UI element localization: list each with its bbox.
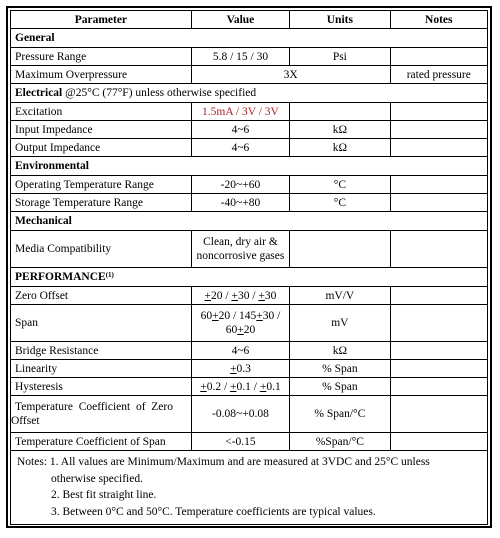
section-performance — [11, 268, 488, 287]
table-row — [11, 287, 488, 305]
param-cell: Span — [11, 305, 192, 342]
param-cell: Operating Temperature Range — [11, 176, 192, 194]
units-cell: kΩ — [290, 139, 390, 157]
value-cell: <-0.15 — [191, 433, 289, 451]
units-cell — [290, 103, 390, 121]
plus-minus: + — [231, 289, 238, 302]
note-2: 2. Best fit straight line. — [51, 489, 157, 501]
value-cell: 4~6 — [191, 342, 289, 360]
value-part: 0.1 — [266, 380, 281, 393]
param-line: Offset — [11, 415, 40, 427]
table-row — [11, 342, 488, 360]
notes-cell — [390, 305, 487, 342]
section-row — [11, 29, 488, 48]
table-row — [11, 103, 488, 121]
value-cell: 1.5mA / 3V / 3V — [191, 103, 289, 121]
table-row — [11, 433, 488, 451]
section-environmental: Environmental — [11, 157, 488, 176]
section-row — [11, 212, 488, 231]
value-part: 20 — [218, 310, 231, 322]
table-row — [11, 396, 488, 433]
value-cell: -0.08~+0.08 — [191, 396, 289, 433]
param-cell: Bridge Resistance — [11, 342, 192, 360]
value-cell: -20~+60 — [191, 176, 289, 194]
param-cell: Output Impedance — [11, 139, 192, 157]
units-cell: kΩ — [290, 121, 390, 139]
value-cell — [191, 378, 289, 396]
section-performance-title: PERFORMANCE — [15, 271, 106, 283]
value-part: 30 — [262, 310, 275, 322]
units-cell: mV — [290, 305, 390, 342]
param-cell: Storage Temperature Range — [11, 194, 192, 212]
plus-minus: + — [259, 380, 267, 393]
value-part: 0.3 — [236, 362, 251, 375]
header-row — [11, 11, 488, 29]
param-cell — [11, 396, 192, 433]
note-1-continued: otherwise specified. — [51, 472, 143, 485]
value-cell — [191, 231, 289, 268]
value-line — [196, 323, 285, 337]
notes-cell — [390, 231, 487, 268]
value-part: 30 — [264, 289, 277, 302]
units-cell: % Span/°C — [290, 396, 390, 433]
units-cell: kΩ — [290, 342, 390, 360]
units-cell: %Span/°C — [290, 433, 390, 451]
value-cell: 5.8 / 15 / 30 — [191, 48, 289, 66]
notes-cell — [390, 378, 487, 396]
value-cell — [191, 287, 289, 305]
notes-cell — [390, 287, 487, 305]
value-part: / — [274, 310, 281, 322]
header-units: Units — [290, 11, 390, 29]
units-cell — [290, 231, 390, 268]
param-cell: Media Compatibility — [11, 231, 192, 268]
notes-cell — [390, 433, 487, 451]
section-row — [11, 84, 488, 103]
plus-minus: + — [204, 289, 211, 302]
value-sep: / — [250, 380, 260, 393]
value-cell: 4~6 — [191, 121, 289, 139]
value-part: 30 — [237, 289, 250, 302]
notes-cell — [390, 139, 487, 157]
value-sep: / — [249, 289, 259, 302]
value-part: 0.1 — [236, 380, 251, 393]
value-line — [196, 309, 285, 323]
table-row — [11, 194, 488, 212]
notes-cell — [390, 194, 487, 212]
table-row — [11, 360, 488, 378]
param-line: Temperature Coefficient of Zero — [15, 401, 173, 413]
section-electrical-title: Electrical — [15, 87, 63, 99]
table-row — [11, 231, 488, 268]
units-cell: Psi — [290, 48, 390, 66]
plus-minus: + — [230, 380, 237, 393]
value-cell — [191, 305, 289, 342]
notes-cell — [390, 176, 487, 194]
plus-minus: + — [212, 310, 219, 322]
value-part: / 145 — [230, 310, 257, 322]
notes-block — [11, 451, 488, 525]
plus-minus: + — [200, 380, 207, 393]
value-cell: 3X — [191, 66, 390, 84]
header-notes: Notes — [390, 11, 487, 29]
section-row — [11, 268, 488, 287]
param-cell: Hysteresis — [11, 378, 192, 396]
param-cell: Excitation — [11, 103, 192, 121]
section-electrical — [11, 84, 488, 103]
param-cell: Zero Offset — [11, 287, 192, 305]
table-row — [11, 176, 488, 194]
value-cell — [191, 360, 289, 378]
value-sep: / — [221, 380, 231, 393]
units-cell: % Span — [290, 360, 390, 378]
value-sep: / — [222, 289, 232, 302]
value-part: 60 — [200, 310, 213, 322]
table-row — [11, 378, 488, 396]
units-cell: °C — [290, 176, 390, 194]
plus-minus: + — [256, 310, 263, 322]
units-cell: °C — [290, 194, 390, 212]
plus-minus: + — [230, 362, 237, 375]
units-cell: mV/V — [290, 287, 390, 305]
table-row — [11, 305, 488, 342]
notes-cell — [390, 360, 487, 378]
value-part: 20 — [211, 289, 223, 302]
spec-table-frame — [6, 6, 492, 528]
param-cell: Pressure Range — [11, 48, 192, 66]
note-3: 3. Between 0°C and 50°C. Temperature coefficients are typical values. — [51, 505, 376, 518]
value-line: Clean, dry air & — [203, 236, 278, 248]
section-mechanical: Mechanical — [11, 212, 488, 231]
plus-minus: + — [237, 324, 244, 336]
value-line: noncorrosive gases — [196, 250, 285, 262]
value-cell: 4~6 — [191, 139, 289, 157]
table-row — [11, 121, 488, 139]
notes-cell: rated pressure — [390, 66, 487, 84]
footnote-marker: (1) — [105, 271, 114, 279]
param-cell: Temperature Coefficient of Span — [11, 433, 192, 451]
table-row — [11, 66, 488, 84]
notes-cell — [390, 396, 487, 433]
notes-cell — [390, 342, 487, 360]
notes-cell — [390, 121, 487, 139]
value-part: 20 — [243, 324, 256, 336]
value-part: 0.2 — [206, 380, 222, 393]
param-cell: Input Impedance — [11, 121, 192, 139]
plus-minus: + — [258, 289, 265, 302]
param-cell: Maximum Overpressure — [11, 66, 192, 84]
table-row — [11, 139, 488, 157]
notes-row — [11, 451, 488, 525]
notes-cell — [390, 48, 487, 66]
value-part: 60 — [225, 324, 238, 336]
header-parameter: Parameter — [11, 11, 192, 29]
note-1: Notes: 1. All values are Minimum/Maximum and are measured at 3VDC and 25°C unless — [17, 456, 430, 468]
units-cell: % Span — [290, 378, 390, 396]
spec-table — [10, 10, 488, 525]
param-cell: Linearity — [11, 360, 192, 378]
value-cell: -40~+80 — [191, 194, 289, 212]
header-value: Value — [191, 11, 289, 29]
notes-cell — [390, 103, 487, 121]
section-general: General — [11, 29, 488, 48]
section-electrical-note: @25°C (77°F) unless otherwise specified — [62, 87, 257, 99]
table-row — [11, 48, 488, 66]
section-row — [11, 157, 488, 176]
